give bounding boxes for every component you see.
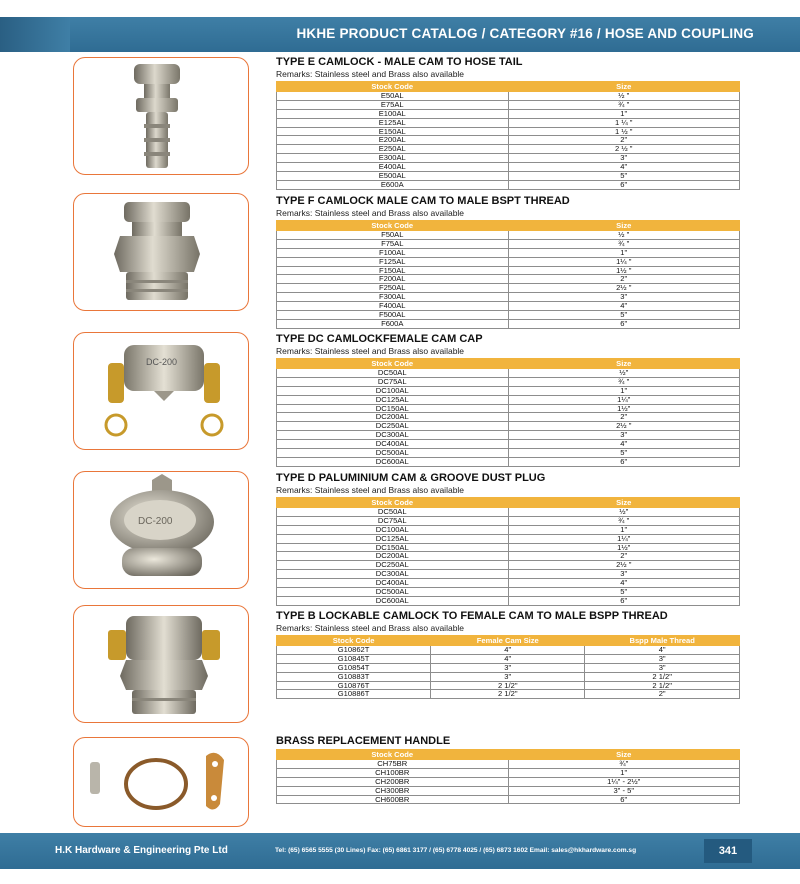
size-cell: ¾ " — [508, 516, 740, 525]
size-cell: 1½ " — [508, 266, 740, 275]
camlock-type-f-illustration — [74, 194, 247, 309]
page-number: 341 — [704, 839, 752, 863]
size-cell: 1" — [508, 109, 740, 118]
size-cell: 5" — [508, 588, 740, 597]
stock-code-cell: DC300AL — [277, 431, 509, 440]
table-row — [277, 293, 740, 302]
stock-code-cell: E75AL — [277, 100, 509, 109]
table-row — [277, 759, 740, 768]
section-title: TYPE DC CAMLOCKFEMALE CAM CAP — [276, 333, 483, 345]
stock-code-cell: E600A — [277, 180, 509, 189]
table-row — [277, 257, 740, 266]
size-cell: 1" — [508, 525, 740, 534]
size-cell: 2 ½ " — [508, 145, 740, 154]
table-row — [277, 552, 740, 561]
table-row — [277, 91, 740, 100]
size-cell: 1 ½ " — [508, 127, 740, 136]
table-row — [277, 457, 740, 466]
company-name: H.K Hardware & Engineering Pte Ltd — [55, 845, 228, 856]
section-remarks: Remarks: Stainless steel and Brass also available — [276, 346, 465, 356]
stock-code-cell: DC50AL — [277, 368, 509, 377]
table-row — [277, 579, 740, 588]
stock-code-cell: E200AL — [277, 136, 509, 145]
table-row — [277, 239, 740, 248]
table-row — [277, 534, 740, 543]
table-row — [277, 163, 740, 172]
section-title: BRASS REPLACEMENT HANDLE — [276, 735, 451, 747]
stock-code-cell: CH200BR — [277, 777, 509, 786]
section-type-dc — [276, 333, 740, 467]
bspp-thread-cell: 4" — [585, 645, 740, 654]
stock-table — [276, 358, 740, 467]
size-cell: 2" — [508, 552, 740, 561]
stock-code-cell: E500AL — [277, 172, 509, 181]
stock-code-cell: E125AL — [277, 118, 509, 127]
size-cell: 1¼" — [508, 395, 740, 404]
svg-text:DC-200: DC-200 — [138, 516, 173, 527]
section-title: TYPE F CAMLOCK MALE CAM TO MALE BSPT THREAD — [276, 195, 570, 207]
stock-code-cell: G10883T — [277, 672, 431, 681]
stock-code-cell: F100AL — [277, 248, 509, 257]
size-cell: ½ " — [508, 230, 740, 239]
stock-table — [276, 497, 740, 606]
table-row — [277, 786, 740, 795]
column-header-stock-code: Stock Code — [277, 359, 509, 369]
column-header-size: Size — [508, 359, 740, 369]
stock-code-cell: CH100BR — [277, 768, 509, 777]
size-cell: 6" — [508, 795, 740, 804]
size-cell: ¾ " — [508, 377, 740, 386]
section-type-d — [276, 472, 740, 606]
stock-code-cell: DC500AL — [277, 588, 509, 597]
stock-code-cell: G10886T — [277, 690, 431, 699]
stock-code-cell: DC75AL — [277, 377, 509, 386]
section-type-f — [276, 195, 740, 329]
table-row — [277, 596, 740, 605]
product-image-type-d — [73, 471, 249, 589]
stock-code-cell: E100AL — [277, 109, 509, 118]
table-row — [277, 109, 740, 118]
table-row — [277, 413, 740, 422]
female-cam-size-cell: 4" — [431, 654, 585, 663]
table-row — [277, 118, 740, 127]
section-type-b — [276, 610, 740, 699]
table-row — [277, 561, 740, 570]
product-image-type-e — [73, 57, 249, 175]
column-header-female-cam-size: Female Cam Size — [431, 636, 585, 646]
stock-table — [276, 749, 740, 804]
female-cam-size-cell: 3" — [431, 663, 585, 672]
female-cam-size-cell: 2 1/2" — [431, 690, 585, 699]
bspp-thread-cell: 2" — [585, 690, 740, 699]
stock-code-cell: DC400AL — [277, 440, 509, 449]
stock-code-cell: G10845T — [277, 654, 431, 663]
size-cell: 4" — [508, 163, 740, 172]
table-row — [277, 516, 740, 525]
table-row — [277, 570, 740, 579]
section-remarks: Remarks: Stainless steel and Brass also available — [276, 623, 465, 633]
size-cell: ½" — [508, 368, 740, 377]
size-cell: 1" — [508, 386, 740, 395]
size-cell: 6" — [508, 457, 740, 466]
bspp-thread-cell: 3" — [585, 663, 740, 672]
size-cell: 2" — [508, 413, 740, 422]
table-row — [277, 777, 740, 786]
column-header-size: Size — [508, 750, 740, 760]
size-cell: 3" — [508, 570, 740, 579]
table-row — [277, 136, 740, 145]
size-cell: 2½ " — [508, 422, 740, 431]
page-title: HKHE PRODUCT CATALOG / CATEGORY #16 / HOSE AND COUPLING — [296, 26, 754, 41]
stock-code-cell: F600A — [277, 319, 509, 328]
column-header-stock-code: Stock Code — [277, 636, 431, 646]
stock-code-cell: F75AL — [277, 239, 509, 248]
column-header-stock-code: Stock Code — [277, 221, 509, 231]
section-type-e — [276, 56, 740, 190]
camlock-type-b-illustration — [74, 606, 247, 721]
svg-text:DC-200: DC-200 — [146, 357, 178, 367]
table-row — [277, 302, 740, 311]
product-image-type-f — [73, 193, 249, 311]
stock-code-cell: G10876T — [277, 681, 431, 690]
table-row — [277, 266, 740, 275]
stock-code-cell: F400AL — [277, 302, 509, 311]
table-row — [277, 172, 740, 181]
stock-code-cell: CH300BR — [277, 786, 509, 795]
table-row — [277, 100, 740, 109]
stock-code-cell: E150AL — [277, 127, 509, 136]
size-cell: 2½ " — [508, 561, 740, 570]
column-header-bspp-male-thread: Bspp Male Thread — [585, 636, 740, 646]
column-header-stock-code: Stock Code — [277, 82, 509, 92]
table-row — [277, 440, 740, 449]
table-row — [277, 663, 740, 672]
section-remarks: Remarks: Stainless steel and Brass also available — [276, 208, 465, 218]
size-cell: 3" - 5" — [508, 786, 740, 795]
stock-code-cell: DC50AL — [277, 507, 509, 516]
table-row — [277, 386, 740, 395]
table-row — [277, 377, 740, 386]
stock-code-cell: DC500AL — [277, 449, 509, 458]
table-row — [277, 248, 740, 257]
table-row — [277, 672, 740, 681]
product-image-type-dc — [73, 332, 249, 450]
stock-code-cell: G10854T — [277, 663, 431, 672]
stock-code-cell: G10862T — [277, 645, 431, 654]
size-cell: 1½" — [508, 404, 740, 413]
table-row — [277, 395, 740, 404]
product-image-brass-handle — [73, 737, 249, 827]
brass-handle-illustration — [74, 738, 247, 825]
size-cell: ½" — [508, 507, 740, 516]
size-cell: 3" — [508, 431, 740, 440]
size-cell: ¾ " — [508, 239, 740, 248]
size-cell: ¾" — [508, 759, 740, 768]
camlock-type-e-illustration — [74, 58, 247, 173]
female-cam-size-cell: 2 1/2" — [431, 681, 585, 690]
size-cell: ¾ " — [508, 100, 740, 109]
size-cell: 3" — [508, 293, 740, 302]
table-row — [277, 449, 740, 458]
size-cell: 1¼" — [508, 534, 740, 543]
table-row — [277, 690, 740, 699]
size-cell: 1" — [508, 768, 740, 777]
bspp-thread-cell: 3" — [585, 654, 740, 663]
section-brass-handle — [276, 735, 740, 804]
stock-code-cell: F50AL — [277, 230, 509, 239]
stock-code-cell: E400AL — [277, 163, 509, 172]
table-row — [277, 230, 740, 239]
table-row — [277, 319, 740, 328]
size-cell: 4" — [508, 579, 740, 588]
table-row — [277, 431, 740, 440]
size-cell: 5" — [508, 172, 740, 181]
table-row — [277, 154, 740, 163]
table-row — [277, 654, 740, 663]
column-header-size: Size — [508, 498, 740, 508]
header-accent — [0, 17, 70, 52]
table-row — [277, 311, 740, 320]
size-cell: ½ " — [508, 91, 740, 100]
table-row — [277, 275, 740, 284]
stock-code-cell: CH75BR — [277, 759, 509, 768]
table-row — [277, 768, 740, 777]
camlock-type-d-illustration — [74, 472, 247, 587]
column-header-stock-code: Stock Code — [277, 498, 509, 508]
bspp-thread-cell: 2 1/2" — [585, 681, 740, 690]
table-row — [277, 543, 740, 552]
table-row — [277, 180, 740, 189]
size-cell: 5" — [508, 311, 740, 320]
table-row — [277, 525, 740, 534]
stock-code-cell: F150AL — [277, 266, 509, 275]
section-title: TYPE D PALUMINIUM CAM & GROOVE DUST PLUG — [276, 472, 546, 484]
stock-table — [276, 220, 740, 329]
stock-code-cell: DC150AL — [277, 543, 509, 552]
size-cell: 4" — [508, 440, 740, 449]
column-header-size: Size — [508, 221, 740, 231]
camlock-type-dc-illustration — [74, 333, 247, 448]
stock-code-cell: DC100AL — [277, 386, 509, 395]
section-title: TYPE E CAMLOCK - MALE CAM TO HOSE TAIL — [276, 56, 523, 68]
stock-code-cell: F500AL — [277, 311, 509, 320]
size-cell: 5" — [508, 449, 740, 458]
table-row — [277, 588, 740, 597]
stock-code-cell: DC600AL — [277, 457, 509, 466]
size-cell: 3" — [508, 154, 740, 163]
table-row — [277, 404, 740, 413]
section-remarks: Remarks: Stainless steel and Brass also available — [276, 69, 465, 79]
bspp-thread-cell: 2 1/2" — [585, 672, 740, 681]
stock-code-cell: F250AL — [277, 284, 509, 293]
stock-code-cell: DC400AL — [277, 579, 509, 588]
column-header-size: Size — [508, 82, 740, 92]
stock-code-cell: DC150AL — [277, 404, 509, 413]
section-title: TYPE B LOCKABLE CAMLOCK TO FEMALE CAM TO MALE BSPP THREAD — [276, 610, 668, 622]
stock-code-cell: DC125AL — [277, 534, 509, 543]
stock-code-cell: DC200AL — [277, 413, 509, 422]
stock-code-cell: DC300AL — [277, 570, 509, 579]
stock-code-cell: F200AL — [277, 275, 509, 284]
size-cell: 6" — [508, 180, 740, 189]
stock-code-cell: DC250AL — [277, 422, 509, 431]
stock-table — [276, 81, 740, 190]
stock-code-cell: F300AL — [277, 293, 509, 302]
table-row — [277, 145, 740, 154]
stock-code-cell: F125AL — [277, 257, 509, 266]
female-cam-size-cell: 3" — [431, 672, 585, 681]
stock-code-cell: DC600AL — [277, 596, 509, 605]
female-cam-size-cell: 4" — [431, 645, 585, 654]
size-cell: 1" — [508, 248, 740, 257]
section-remarks: Remarks: Stainless steel and Brass also available — [276, 485, 465, 495]
size-cell: 1¼ " — [508, 257, 740, 266]
table-row — [277, 368, 740, 377]
stock-code-cell: CH600BR — [277, 795, 509, 804]
stock-code-cell: DC250AL — [277, 561, 509, 570]
contact-info: Tel: (65) 6565 5555 (30 Lines) Fax: (65) 6861 3177 / (65) 6778 4025 / (65) 6873 1602 Email: sales@hkhardware.com.sg — [275, 847, 637, 854]
stock-code-cell: E50AL — [277, 91, 509, 100]
product-image-type-b — [73, 605, 249, 723]
stock-table — [276, 635, 740, 699]
stock-code-cell: E300AL — [277, 154, 509, 163]
stock-code-cell: E250AL — [277, 145, 509, 154]
size-cell: 1½" — [508, 543, 740, 552]
table-row — [277, 795, 740, 804]
table-row — [277, 127, 740, 136]
size-cell: 1 ¼ " — [508, 118, 740, 127]
table-row — [277, 284, 740, 293]
stock-code-cell: DC200AL — [277, 552, 509, 561]
table-row — [277, 507, 740, 516]
size-cell: 1¼" - 2½" — [508, 777, 740, 786]
table-row — [277, 645, 740, 654]
size-cell: 2" — [508, 275, 740, 284]
column-header-stock-code: Stock Code — [277, 750, 509, 760]
size-cell: 6" — [508, 596, 740, 605]
size-cell: 6" — [508, 319, 740, 328]
stock-code-cell: DC75AL — [277, 516, 509, 525]
size-cell: 4" — [508, 302, 740, 311]
size-cell: 2½ " — [508, 284, 740, 293]
stock-code-cell: DC100AL — [277, 525, 509, 534]
size-cell: 2" — [508, 136, 740, 145]
stock-code-cell: DC125AL — [277, 395, 509, 404]
table-row — [277, 422, 740, 431]
